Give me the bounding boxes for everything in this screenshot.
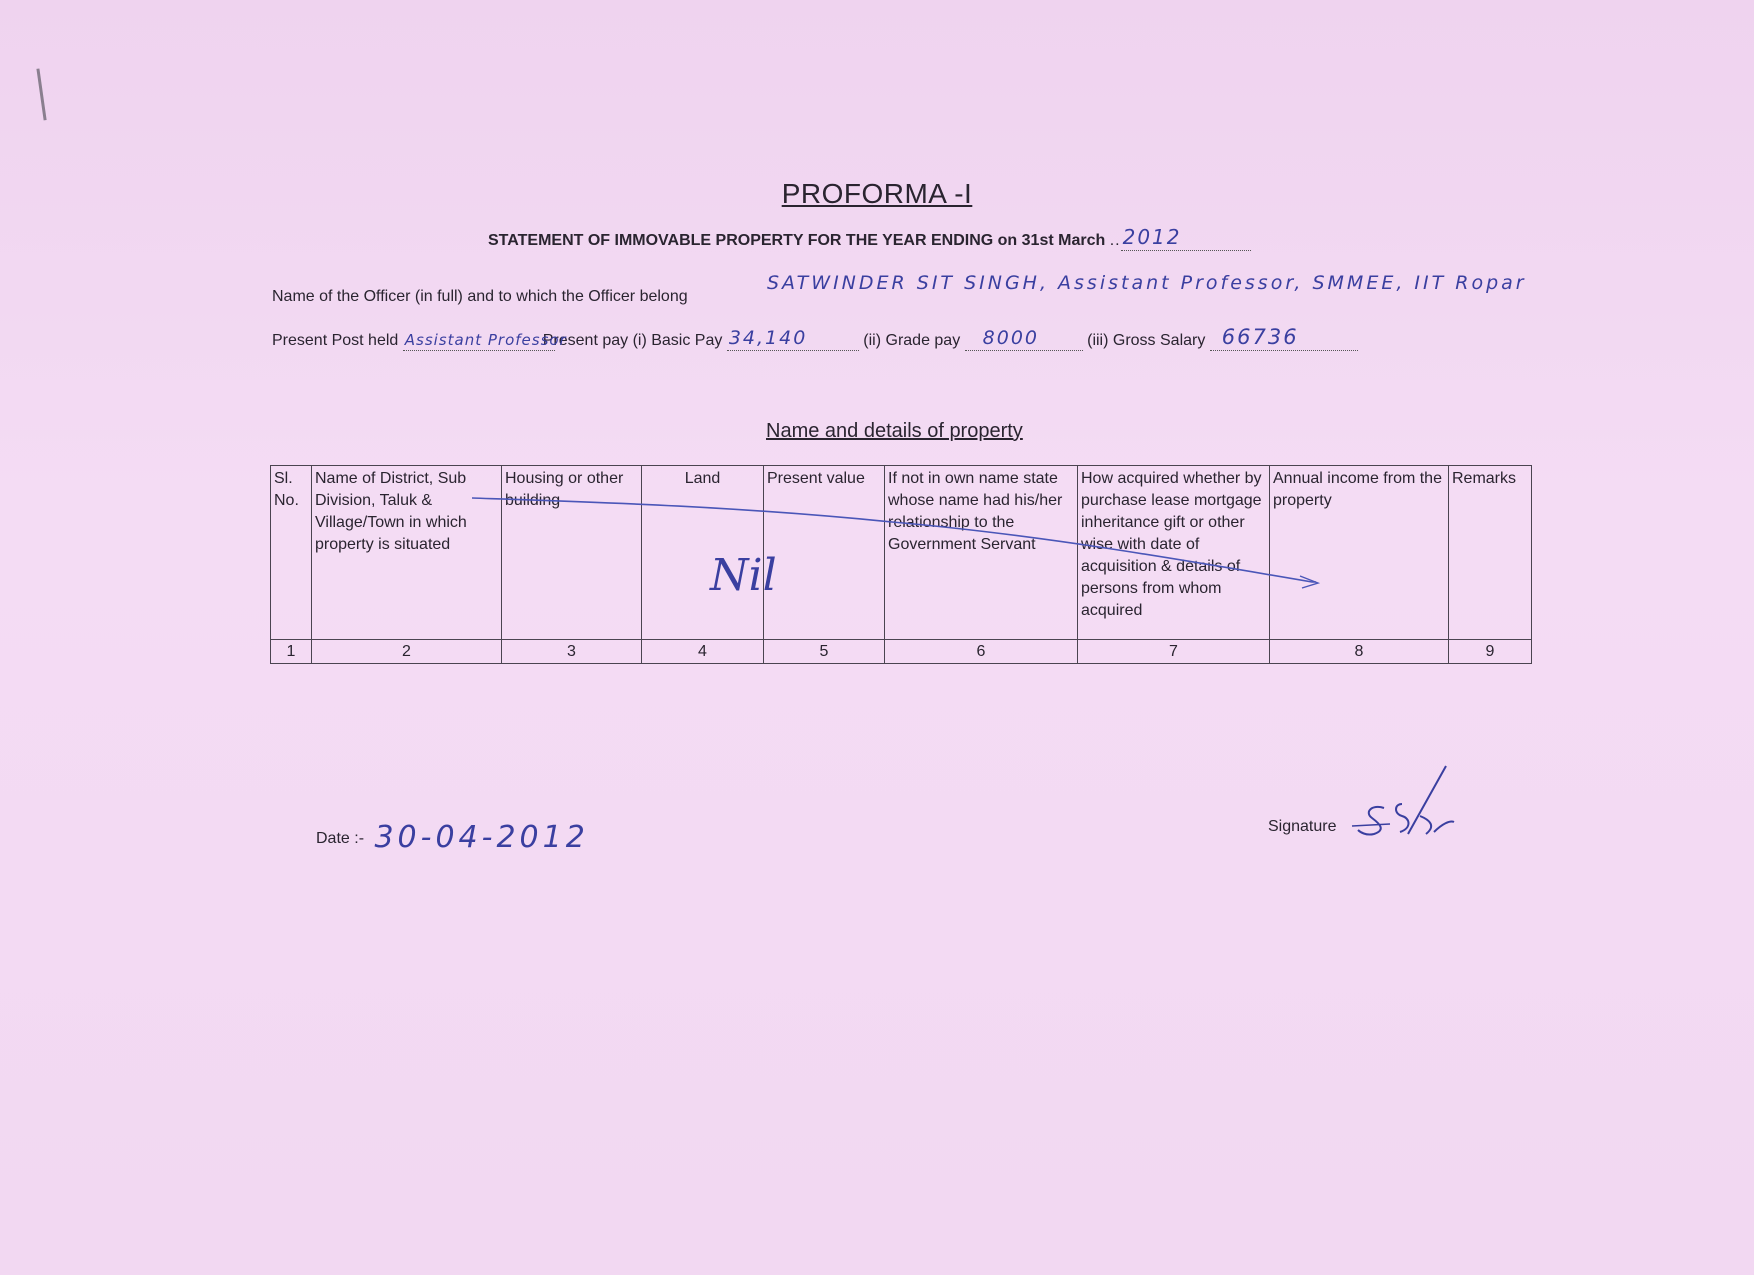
signature-label: Signature xyxy=(1268,818,1337,835)
header-land: Land xyxy=(642,466,764,640)
column-number: 2 xyxy=(312,640,502,664)
column-number: 3 xyxy=(502,640,642,664)
column-number: 9 xyxy=(1449,640,1532,664)
header-annual-income: Annual income from the property xyxy=(1270,466,1449,640)
statement-label: STATEMENT OF IMMOVABLE PROPERTY FOR THE YEAR ENDING on 31st March xyxy=(488,232,1106,249)
signature-mark xyxy=(1350,760,1470,840)
pay-details-line xyxy=(272,325,1358,351)
signature-line xyxy=(1268,818,1337,836)
gross-salary-value: 66736 xyxy=(1221,325,1299,349)
officer-name-line xyxy=(272,272,1527,306)
gross-salary-label: (iii) Gross Salary xyxy=(1087,332,1206,349)
header-building: Housing or other building xyxy=(502,466,642,640)
header-relationship: If not in own name state whose name had his/her relationship to the Government Servant xyxy=(885,466,1078,640)
column-number: 7 xyxy=(1078,640,1270,664)
basic-pay-value: 34,140 xyxy=(728,327,808,349)
basic-pay-label: Present pay (i) Basic Pay xyxy=(542,332,723,349)
date-value: 30-04-2012 xyxy=(374,820,589,855)
property-table xyxy=(270,465,1532,664)
column-number: 8 xyxy=(1270,640,1449,664)
column-number: 5 xyxy=(764,640,885,664)
header-sl-no: Sl. No. xyxy=(271,466,312,640)
property-subheading: Name and details of property xyxy=(766,420,1023,442)
column-number: 4 xyxy=(642,640,764,664)
header-remarks: Remarks xyxy=(1449,466,1532,640)
page-marker xyxy=(36,68,52,121)
column-number: 6 xyxy=(885,640,1078,664)
grade-pay-value: 8000 xyxy=(982,327,1040,349)
header-location: Name of District, Sub Division, Taluk & Village/Town in which property is situated xyxy=(312,466,502,640)
header-present-value: Present value xyxy=(764,466,885,640)
date-line xyxy=(316,820,589,855)
officer-name-label: Name of the Officer (in full) and to which the Officer belong xyxy=(272,288,688,305)
table-header-row xyxy=(271,466,1532,640)
statement-year: 2012 xyxy=(1122,225,1182,249)
date-label: Date :- xyxy=(316,830,365,847)
column-number-row xyxy=(271,640,1532,664)
header-how-acquired: How acquired whether by purchase lease mortgage inheritance gift or other wise with date of acquisition & details of persons from whom acquired xyxy=(1078,466,1270,640)
officer-name-value: SATWINDER SIT SINGH, Assistant Professor, SMMEE, IIT Ropar xyxy=(767,272,1527,294)
nil-entry: Nil xyxy=(710,550,777,601)
post-value: Assistant Professor xyxy=(404,331,567,349)
statement-heading: STATEMENT OF IMMOVABLE PROPERTY FOR THE YEAR ENDING on 31st March .. 2012 xyxy=(488,232,1251,251)
column-number: 1 xyxy=(271,640,312,664)
post-label: Present Post held xyxy=(272,332,399,349)
proforma-title: PROFORMA -I xyxy=(781,178,973,209)
grade-pay-label: (ii) Grade pay xyxy=(863,332,961,349)
